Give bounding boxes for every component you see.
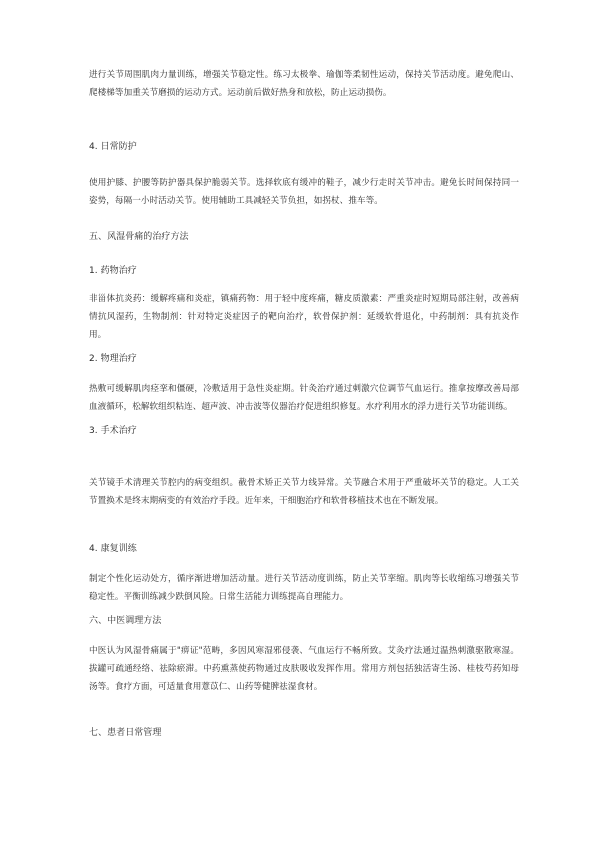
surgery-heading: 3. 手术治疗 bbox=[89, 426, 137, 436]
rehab-heading: 4. 康复训练 bbox=[89, 544, 137, 554]
tcm-paragraph: 中医认为风湿骨痛属于"痹证"范畴，多因风寒湿邪侵袭、气血运行不畅所致。艾灸疗法通过温热刺激驱散寒湿。拔罐可疏通经络、祛除瘀滞。中药熏蒸使药物通过皮肤吸收发挥作用。常用方剂包括独活寄生汤、桂枝芍药知母汤等。食疗方面，可适量食用薏苡仁、山药等健脾祛湿食材。 bbox=[89, 646, 519, 692]
physical-therapy-paragraph: 热敷可缓解肌肉痉挛和僵硬，冷敷适用于急性炎症期。针灸治疗通过刺激穴位调节气血运行。推拿按摩改善局部血液循环，松解软组织粘连、超声波、冲击波等仪器治疗促进组织修复。水疗利用水的浮力进行关节功能训练。 bbox=[89, 384, 519, 412]
daily-protection-heading: 4. 日常防护 bbox=[89, 142, 137, 152]
surgery-paragraph: 关节镜手术清理关节腔内的病变组织。截骨术矫正关节力线异常。关节融合术用于严重破坏关节的稳定。人工关节置换术是终末期病变的有效治疗手段。近年来，干细胞治疗和软骨移植技术也在不断发展。 bbox=[89, 478, 519, 506]
rehab-paragraph: 制定个性化运动处方，循序渐进增加活动量。进行关节活动度训练，防止关节挛缩。肌肉等长收缩练习增强关节稳定性。平衡训练减少跌倒风险。日常生活能力训练提高自理能力。 bbox=[89, 574, 519, 602]
drug-therapy-heading: 1. 药物治疗 bbox=[89, 266, 137, 276]
tcm-section-heading: 六、中医调理方法 bbox=[89, 616, 162, 626]
daily-management-heading: 七、患者日常管理 bbox=[89, 728, 162, 738]
exercise-paragraph: 进行关节周围肌肉力量训练，增强关节稳定性。练习太极拳、瑜伽等柔韧性运动，保持关节活动度。避免爬山、爬楼梯等加重关节磨损的运动方式。运动前后做好热身和放松，防止运动损伤。 bbox=[89, 70, 519, 98]
physical-therapy-heading: 2. 物理治疗 bbox=[89, 354, 137, 364]
treatment-section-heading: 五、风湿骨痛的治疗方法 bbox=[89, 232, 189, 242]
daily-protection-paragraph: 使用护膝、护腰等防护器具保护脆弱关节。选择软底有缓冲的鞋子，减少行走时关节冲击。避免长时间保持同一姿势，每隔一小时活动关节。使用辅助工具减轻关节负担，如拐杖、推车等。 bbox=[89, 178, 519, 206]
drug-therapy-paragraph: 非甾体抗炎药：缓解疼痛和炎症，镇痛药物：用于轻中度疼痛，糖皮质激素：严重炎症时短期局部注射，改善病情抗风湿药，生物制剂：针对特定炎症因子的靶向治疗，软骨保护剂：延缓软骨退化，中药制剂：具有抗炎作用。 bbox=[89, 294, 519, 340]
